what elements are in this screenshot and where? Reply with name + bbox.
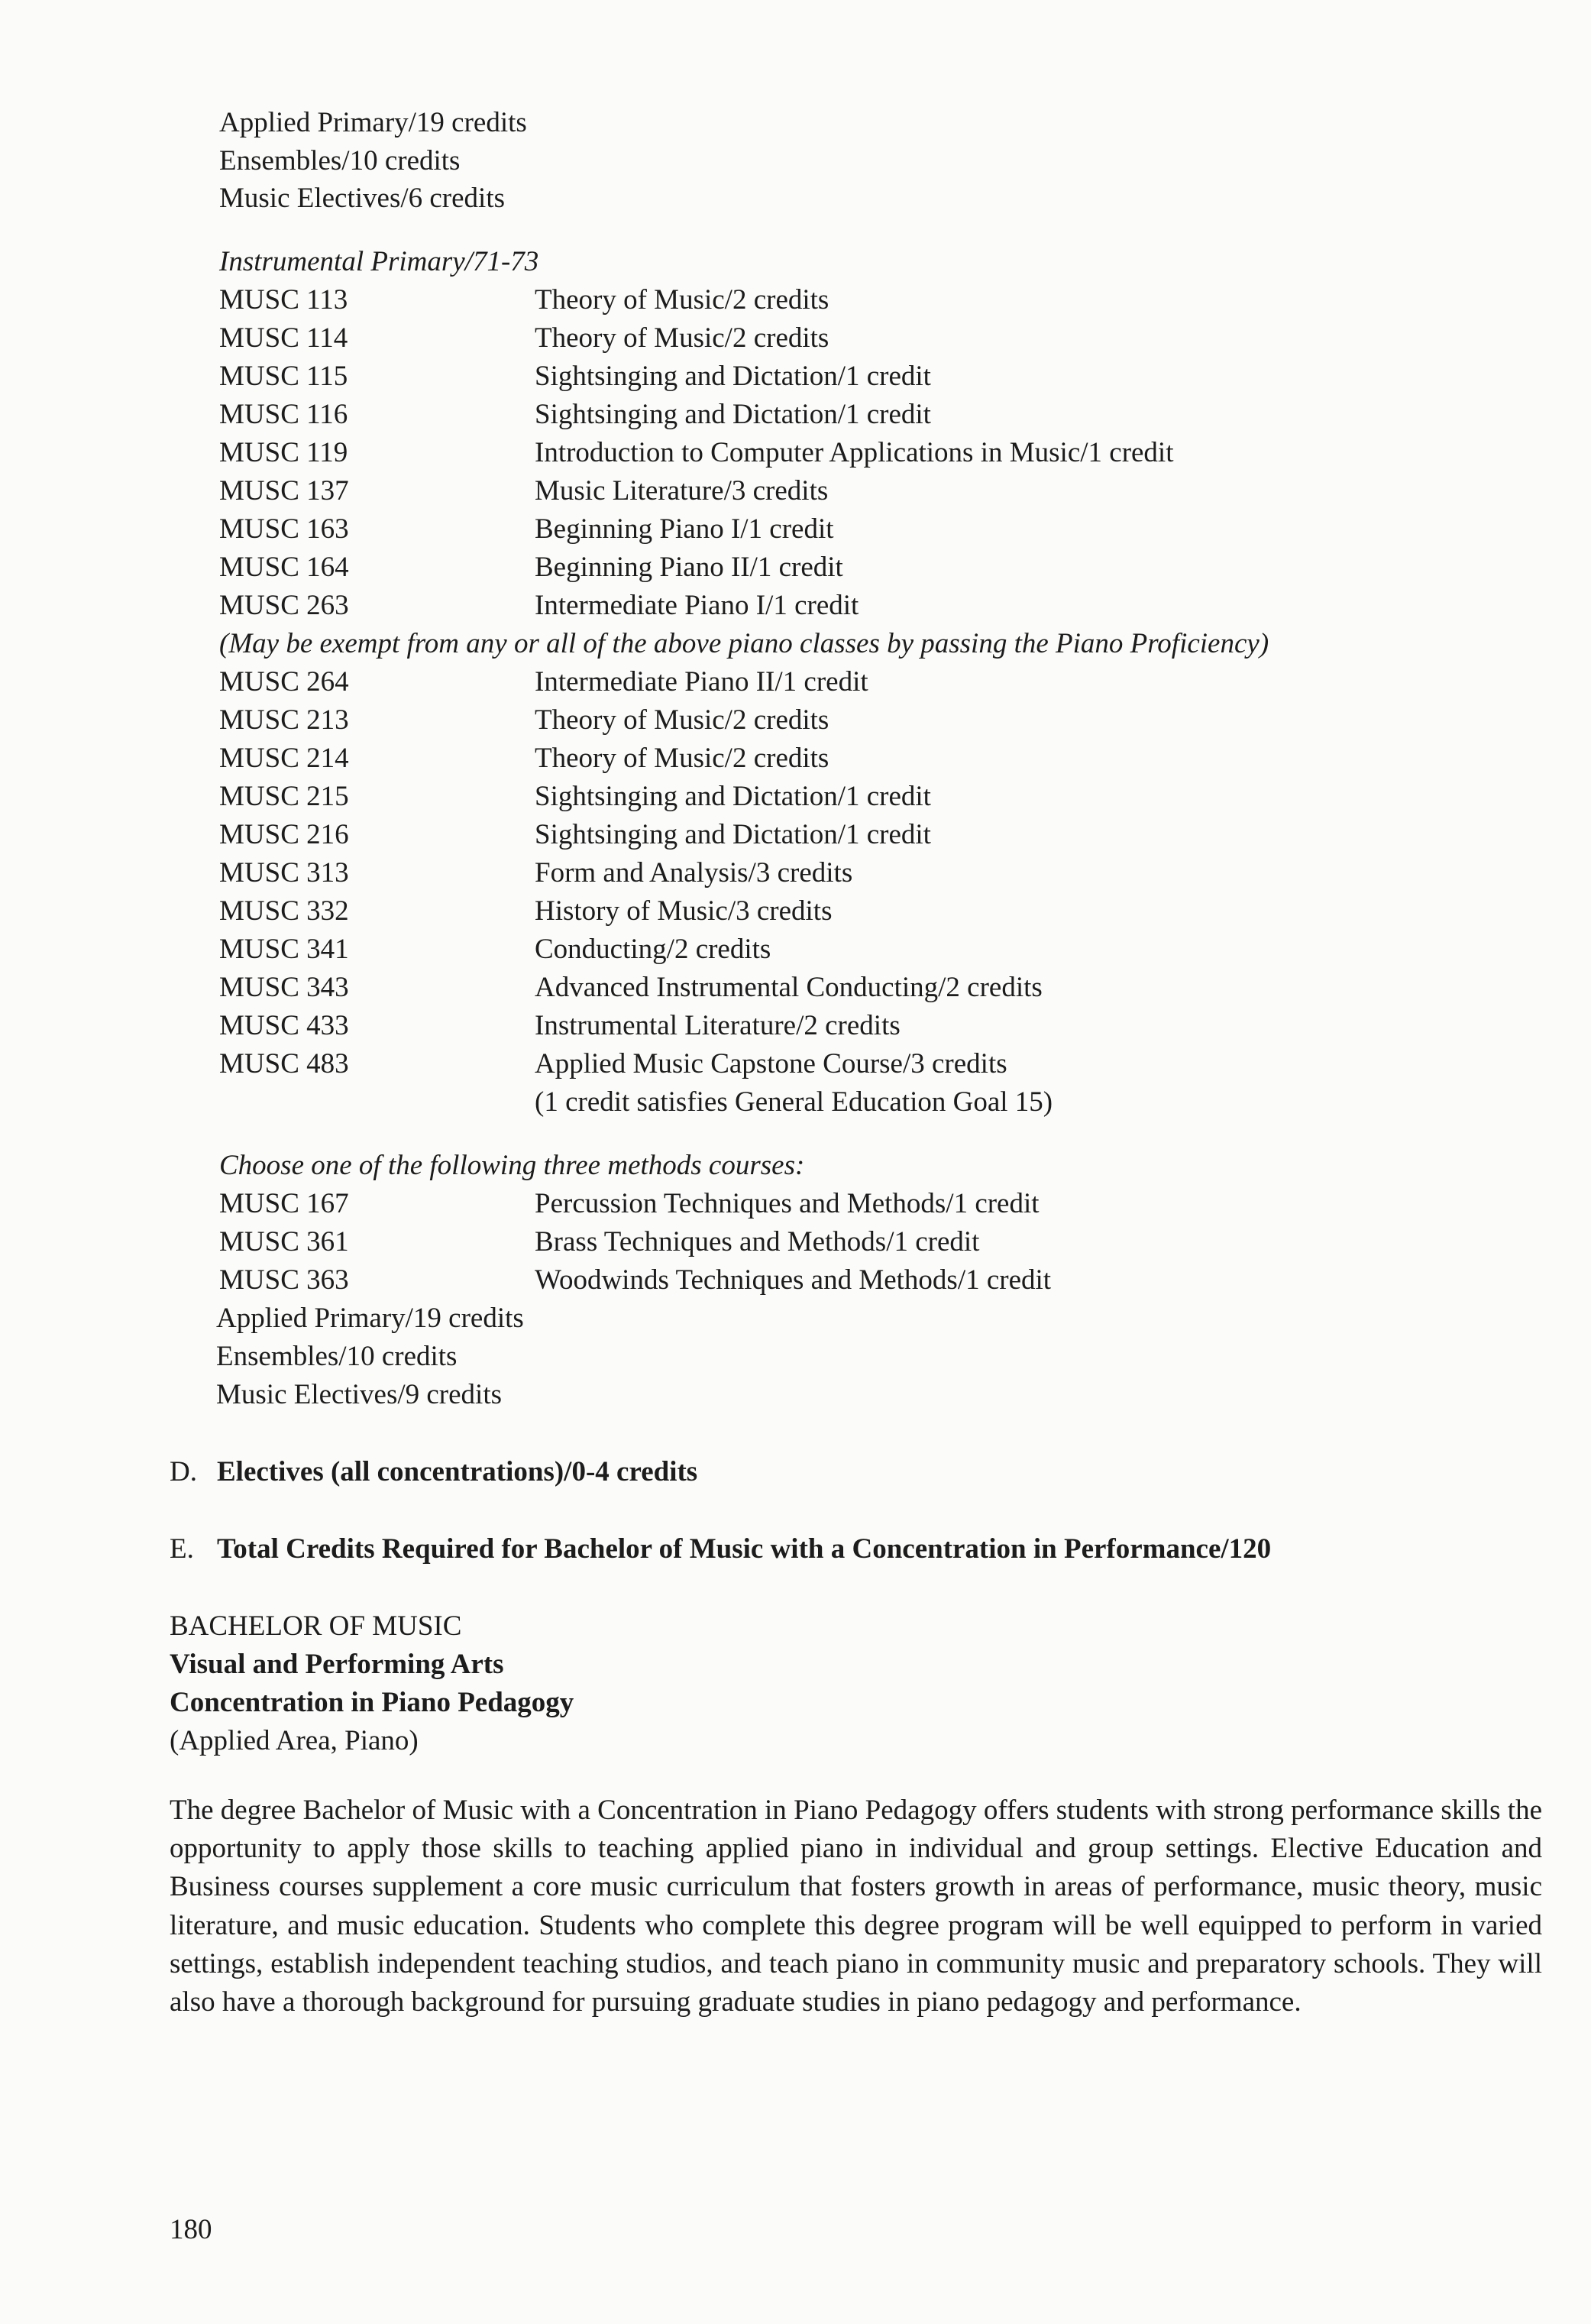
section-d-letter: D. — [170, 1456, 197, 1487]
course-desc: Introduction to Computer Applications in Music/1 credit — [535, 437, 1174, 468]
top-item-ensembles: Ensembles/10 credits — [219, 145, 461, 176]
degree-concentration: Concentration in Piano Pedagogy — [170, 1687, 574, 1718]
course-desc: Sightsinging and Dictation/1 credit — [535, 399, 931, 430]
course-code: MUSC 264 — [219, 666, 349, 698]
course-code: MUSC 313 — [219, 857, 349, 888]
course-desc: Form and Analysis/3 credits — [535, 857, 853, 888]
methods-heading: Choose one of the following three methods courses: — [219, 1150, 805, 1181]
course-code: MUSC 163 — [219, 513, 349, 545]
course-code: MUSC 341 — [219, 934, 349, 965]
section-e-text: Total Credits Required for Bachelor of Music with a Concentration in Performance/120 — [217, 1533, 1272, 1565]
course-desc: Instrumental Literature/2 credits — [535, 1010, 901, 1041]
course-code: MUSC 483 — [219, 1048, 349, 1079]
course-code: MUSC 167 — [219, 1188, 349, 1219]
course-desc: History of Music/3 credits — [535, 895, 833, 927]
degree-dept: Visual and Performing Arts — [170, 1649, 504, 1680]
course-code: MUSC 115 — [219, 361, 348, 392]
course-desc: Sightsinging and Dictation/1 credit — [535, 781, 931, 812]
instrumental-item-electives: Music Electives/9 credits — [216, 1379, 503, 1410]
course-code: MUSC 137 — [219, 475, 349, 507]
course-code: MUSC 215 — [219, 781, 349, 812]
course-code: MUSC 213 — [219, 704, 349, 736]
course-code: MUSC 363 — [219, 1264, 349, 1296]
course-desc: Theory of Music/2 credits — [535, 704, 829, 736]
degree-title: BACHELOR OF MUSIC — [170, 1610, 462, 1642]
course-code: MUSC 119 — [219, 437, 348, 468]
piano-exempt-note: (May be exempt from any or all of the above piano classes by passing the Piano Proficiency) — [219, 628, 1269, 659]
course-code: MUSC 164 — [219, 552, 349, 583]
instrumental-heading: Instrumental Primary/71-73 — [219, 246, 539, 277]
course-desc: Brass Techniques and Methods/1 credit — [535, 1226, 980, 1257]
top-item-applied: Applied Primary/19 credits — [219, 107, 527, 138]
course-code: MUSC 113 — [219, 284, 348, 316]
degree-description: The degree Bachelor of Music with a Concentration in Piano Pedagogy offers students with strong performance skills the opportunity to apply those skills to teaching applied piano in individual and group settings. Elective Education and Business courses supplement a core music curriculum that fosters growth in areas of performance, music theory, music literature, and music education. Students who complete this degree program will be well equipped to perform in varied settings, establish independent teaching studios, and teach piano in community music and preparatory schools. They will also have a thorough background for pursuing graduate studies in piano pedagogy and performance. — [170, 1795, 1542, 2018]
course-desc: Beginning Piano I/1 credit — [535, 513, 834, 545]
course-code: MUSC 361 — [219, 1226, 349, 1257]
course-desc: Music Literature/3 credits — [535, 475, 829, 507]
page-number: 180 — [170, 2214, 212, 2245]
top-item-electives: Music Electives/6 credits — [219, 183, 506, 214]
course-code: MUSC 114 — [219, 322, 348, 354]
instrumental-item-applied: Applied Primary/19 credits — [216, 1303, 524, 1334]
course-desc: Intermediate Piano I/1 credit — [535, 590, 859, 621]
course-desc: Theory of Music/2 credits — [535, 284, 829, 316]
course-desc: Sightsinging and Dictation/1 credit — [535, 361, 931, 392]
course-desc: Percussion Techniques and Methods/1 credit — [535, 1188, 1040, 1219]
course-desc: Theory of Music/2 credits — [535, 322, 829, 354]
course-desc: Intermediate Piano II/1 credit — [535, 666, 868, 698]
degree-area: (Applied Area, Piano) — [170, 1725, 419, 1756]
course-desc: Advanced Instrumental Conducting/2 credits — [535, 972, 1043, 1003]
course-code: MUSC 433 — [219, 1010, 349, 1041]
section-d-text: Electives (all concentrations)/0-4 credits — [217, 1456, 698, 1487]
section-e-letter: E. — [170, 1533, 194, 1565]
course-code: MUSC 214 — [219, 743, 349, 774]
course-code: MUSC 343 — [219, 972, 349, 1003]
capstone-note: (1 credit satisfies General Education Goal 15) — [535, 1086, 1053, 1118]
course-desc: Woodwinds Techniques and Methods/1 credit — [535, 1264, 1052, 1296]
course-code: MUSC 216 — [219, 819, 349, 850]
course-desc: Conducting/2 credits — [535, 934, 771, 965]
course-desc: Sightsinging and Dictation/1 credit — [535, 819, 931, 850]
course-code: MUSC 116 — [219, 399, 348, 430]
course-code: MUSC 332 — [219, 895, 349, 927]
course-desc: Beginning Piano II/1 credit — [535, 552, 843, 583]
instrumental-item-ensembles: Ensembles/10 credits — [216, 1341, 458, 1372]
course-desc: Applied Music Capstone Course/3 credits — [535, 1048, 1007, 1079]
course-desc: Theory of Music/2 credits — [535, 743, 829, 774]
course-code: MUSC 263 — [219, 590, 349, 621]
